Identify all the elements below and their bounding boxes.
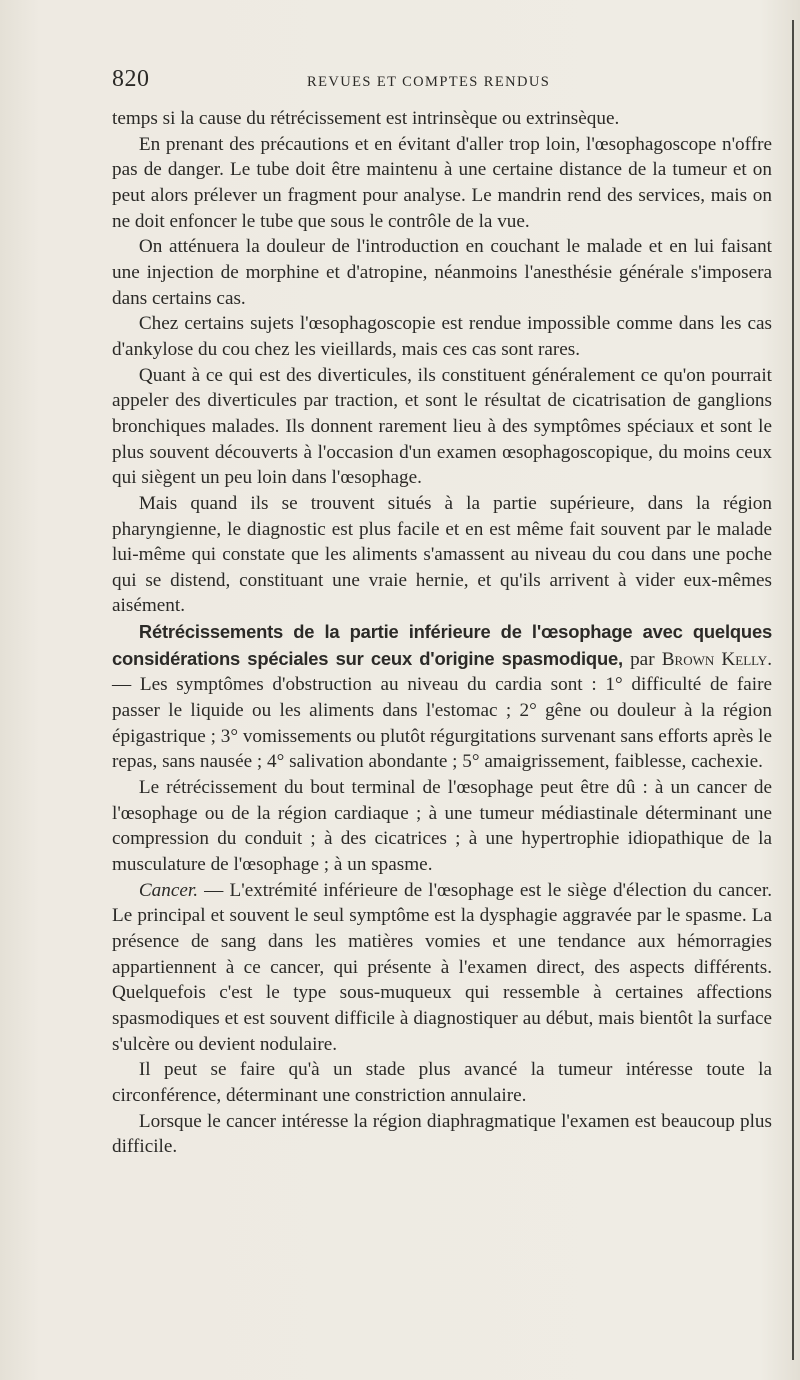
paragraph: Le rétrécissement du bout terminal de l'œsophage peut être dû : à un cancer de l'œsophage ou de la région cardiaque ; à une tumeur médiastinale déterminant une compression du conduit ; à des cicatrices ; à une hypertrophie idiopathique de la musculature de l'œsophage ; à un spasme. <box>112 777 772 876</box>
section-paragraph <box>112 619 772 775</box>
page-header <box>112 66 772 96</box>
section-text: . — Les symptômes d'obstruction au niveau du cardia sont : 1° difficulté de faire passer le liquide ou les aliments dans l'estomac ; 2° gêne ou douleur à la région épigastrique ; 3° vomissements ou plutôt régurgitations survenant sans efforts après le repas, sans nausée ; 4° salivation abondante ; 5° amaigrissement, faiblesse, cachexie. <box>112 648 772 773</box>
paragraph: On atténuera la douleur de l'introduction en couchant le malade et en lui faisant une injection de morphine et d'atropine, néanmoins l'anesthésie générale s'imposera dans certains cas. <box>112 236 772 309</box>
running-head: REVUES ET COMPTES RENDUS <box>307 74 551 90</box>
body-text <box>112 106 772 1160</box>
paragraph: Lorsque le cancer intéresse la région diaphragmatique l'examen est beaucoup plus difficile. <box>112 1110 772 1158</box>
author-name: Brown Kelly <box>661 648 768 670</box>
page-edge-line <box>792 20 794 1360</box>
cancer-label: Cancer. <box>138 879 199 901</box>
paragraph: Il peut se faire qu'à un stade plus avancé la tumeur intéresse toute la circonférence, déterminant une constriction annulaire. <box>112 1059 772 1106</box>
section-heading: Rétrécissements de la partie inférieure de l'œsophage avec quelques considérations spéciales sur ceux d'origine spasmodique, <box>112 621 772 669</box>
paragraph: temps si la cause du rétrécissement est intrinsèque ou extrinsèque. <box>112 108 620 129</box>
page-number: 820 <box>112 66 150 92</box>
paragraph: En prenant des précautions et en évitant d'aller trop loin, l'œsophagoscope n'offre pas de danger. Le tube doit être maintenu à une certaine distance de la tumeur et on peut alors prélever un fragment pour analyse. Le mandrin rend des services, mais on ne doit enfoncer le tube que sous le contrôle de la vue. <box>112 133 772 232</box>
paragraph: Chez certains sujets l'œsophagoscopie est rendue impossible comme dans les cas d'ankylose du cou chez les vieillards, mais ces cas sont rares. <box>112 313 772 360</box>
byline-by: par <box>622 648 662 670</box>
cancer-paragraph <box>112 878 772 1058</box>
paragraph: Mais quand ils se trouvent situés à la partie supérieure, dans la région pharyngienne, le diagnostic est plus facile et en est même fait souvent par le malade lui-même qui constate que les aliments s'amassent au niveau du cou dans une poche qui se distend, constituant une vraie hernie, et qu'ils arrivent à vider eux-mêmes aisément. <box>112 492 772 617</box>
paragraph: Quant à ce qui est des diverticules, ils constituent généralement ce qu'on pourrait appeler des diverticules par traction, et sont le résultat de cicatrisation de ganglions bronchiques malades. Ils donnent rarement lieu à des symptômes spéciaux et sont le plus souvent découverts à l'occasion d'un examen œsophagoscopique, du moins ceux qui siègent un peu loin dans l'œsophage. <box>112 364 772 489</box>
cancer-text: — L'extrémité inférieure de l'œsophage est le siège d'élection du cancer. Le principal et souvent le seul symptôme est la dysphagie aggravée par le spasme. La présence de sang dans les matières vomies et une tendance aux hémorragies appartiennent à ce cancer, qui présente à l'examen direct, des aspects différents. Quelquefois c'est le type sous-muqueux qui ressemble à certaines affections spasmodiques et est souvent difficile à diagnostiquer au début, mais bientôt la surface s'ulcère ou devient nodulaire. <box>112 879 772 1055</box>
